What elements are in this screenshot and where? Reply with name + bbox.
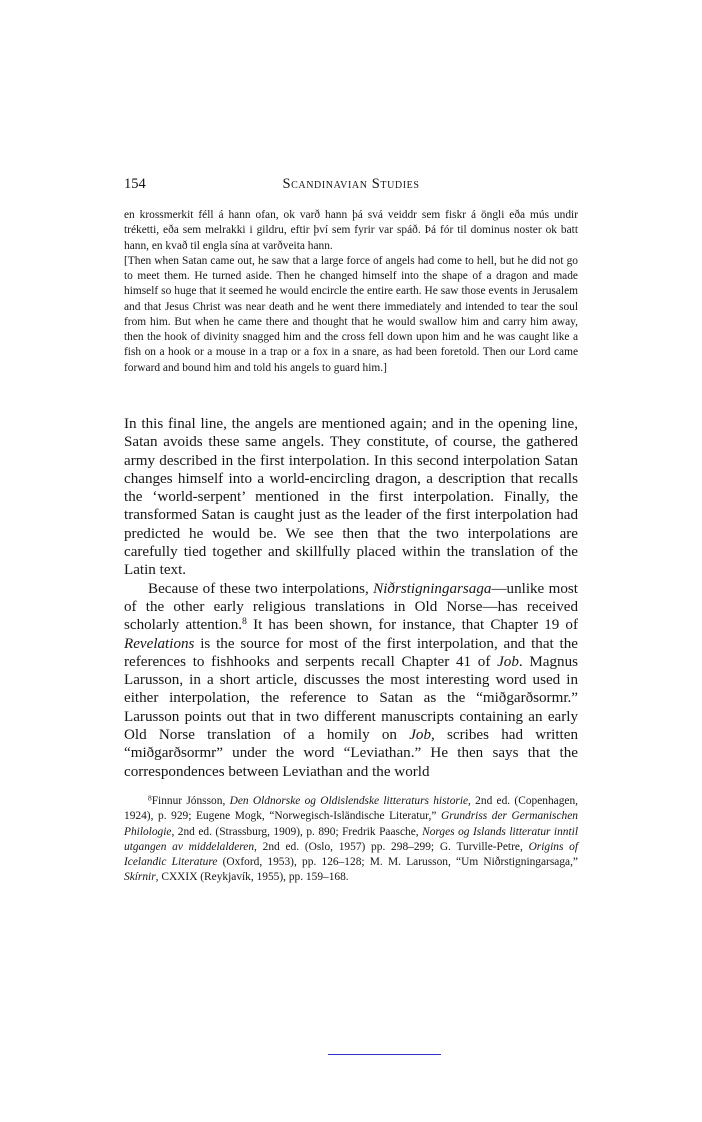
p2-text: , scribes had written “miðgarðsormr” under the word “Leviathan.” He then says that the correspondences between Leviathan and the world xyxy=(124,727,578,780)
fn-title: Norges og Islands litteratur inntil utgangen av middelalderen xyxy=(124,825,578,853)
fn-text: , CXXIX (Reykjavík, 1955), pp. 159–168. xyxy=(155,871,349,884)
fn-title: Grundriss der Germanischen Philologie xyxy=(124,810,578,838)
title-job: Job xyxy=(497,653,519,670)
fn-text: Finnur Jónsson, xyxy=(151,795,226,807)
fn-title: Skírnir xyxy=(124,871,156,884)
page-number: 154 xyxy=(124,176,146,192)
p2-text: Because of these two interpolations, xyxy=(148,580,369,597)
paragraph-1: In this final line, the angels are mentioned again; and in the opening line, Satan avoids these same angels. They constitute, of course, the gathered army described in the first interpolation. In this second interpolation Satan changes himself into a world-encircling dragon, a description that recalls the ‘world-serpent’ mentioned in the first interpolation. Finally, the transformed Satan is caught just as the leader of the first interpolation had predicted he would be. We see then that the two interpolations are carefully tied together and skillfully placed within the translation of the Latin text. xyxy=(124,416,578,579)
bottom-rule xyxy=(328,1054,441,1055)
footnote-ref-8[interactable]: 8 xyxy=(242,616,247,628)
title-job: Job xyxy=(409,727,432,744)
footnote-8 xyxy=(124,794,578,886)
p2-text: is the source for most of the first interpolation, and that the references to fishhooks and serpents recall Chapter 41 of xyxy=(124,635,578,670)
title-nidrstigningarsaga: Niðrstigningarsaga xyxy=(373,580,492,597)
fn-text: (Oxford, 1953), pp. 126–128; M. M. Larusson, “Um Niðrstigningarsaga,” xyxy=(222,856,578,868)
paragraph-2 xyxy=(124,580,578,781)
p2-text: . Magnus Larusson, in a short article, discusses the most interesting word used in either interpolation, the reference to Satan as the “miðgarðsormr.” Larusson points out that in two different manuscripts containing an early Old Norse translation of a homily on xyxy=(124,653,578,744)
main-body xyxy=(124,415,578,781)
norse-quotation: en krossmerkit féll á hann ofan, ok varð hann þá svá veiddr sem fiskr á öngli eða mús undir tréketti, eða sem melrakki i gildru, eftir því sem fyrir var spáð. Þá fór til dominus noster ok batt hann, en kvað til engla sína at varðveita hann. xyxy=(124,209,578,252)
title-revelations: Revelations xyxy=(124,635,195,652)
block-quotation xyxy=(124,208,578,376)
fn-text: , 2nd ed. (Copenhagen, 1924), p. 929; Eugene Mogk, “Norwegisch-Isländische Literatur,” xyxy=(124,795,579,823)
fn-title: Den Oldnorske og Oldislendske litteraturs historie xyxy=(229,795,469,807)
fn-text: , 2nd ed. (Oslo, 1957) pp. 298–299; G. Turville-Petre, xyxy=(254,840,523,853)
p2-text: It has been shown, for instance, that Chapter 19 of xyxy=(253,617,579,634)
english-translation: [Then when Satan came out, he saw that a large force of angels had come to hell, but he did not go to meet them. He turned aside. Then he changed himself into the shape of a dragon and made himself so huge that it seemed he would encircle the entire earth. He saw those events in Jerusalem and that Jesus Christ was near death and he went there immediately and intended to tear the soul from him. But when he came there and thought that he would swallow him and carry him away, then the hook of divinity snagged him and the cross fell down upon him and he was caught like a fish on a hook or a mouse in a trap or a fox in a snare, as had been foretold. Then our Lord came forward and bound him and told his angels to guard him.] xyxy=(124,254,578,374)
fn-title: Origins of Icelandic Literature xyxy=(124,840,578,868)
page-header xyxy=(124,176,578,196)
footnote-mark: 8 xyxy=(148,793,152,803)
p2-text: —unlike most of the other early religious translations in Old Norse—has received scholarly attention. xyxy=(124,580,578,634)
running-head: Scandinavian Studies xyxy=(282,176,420,192)
footnote-text xyxy=(124,794,578,886)
fn-text: , 2nd ed. (Strassburg, 1909), p. 890; Fredrik Paasche, xyxy=(171,825,419,838)
